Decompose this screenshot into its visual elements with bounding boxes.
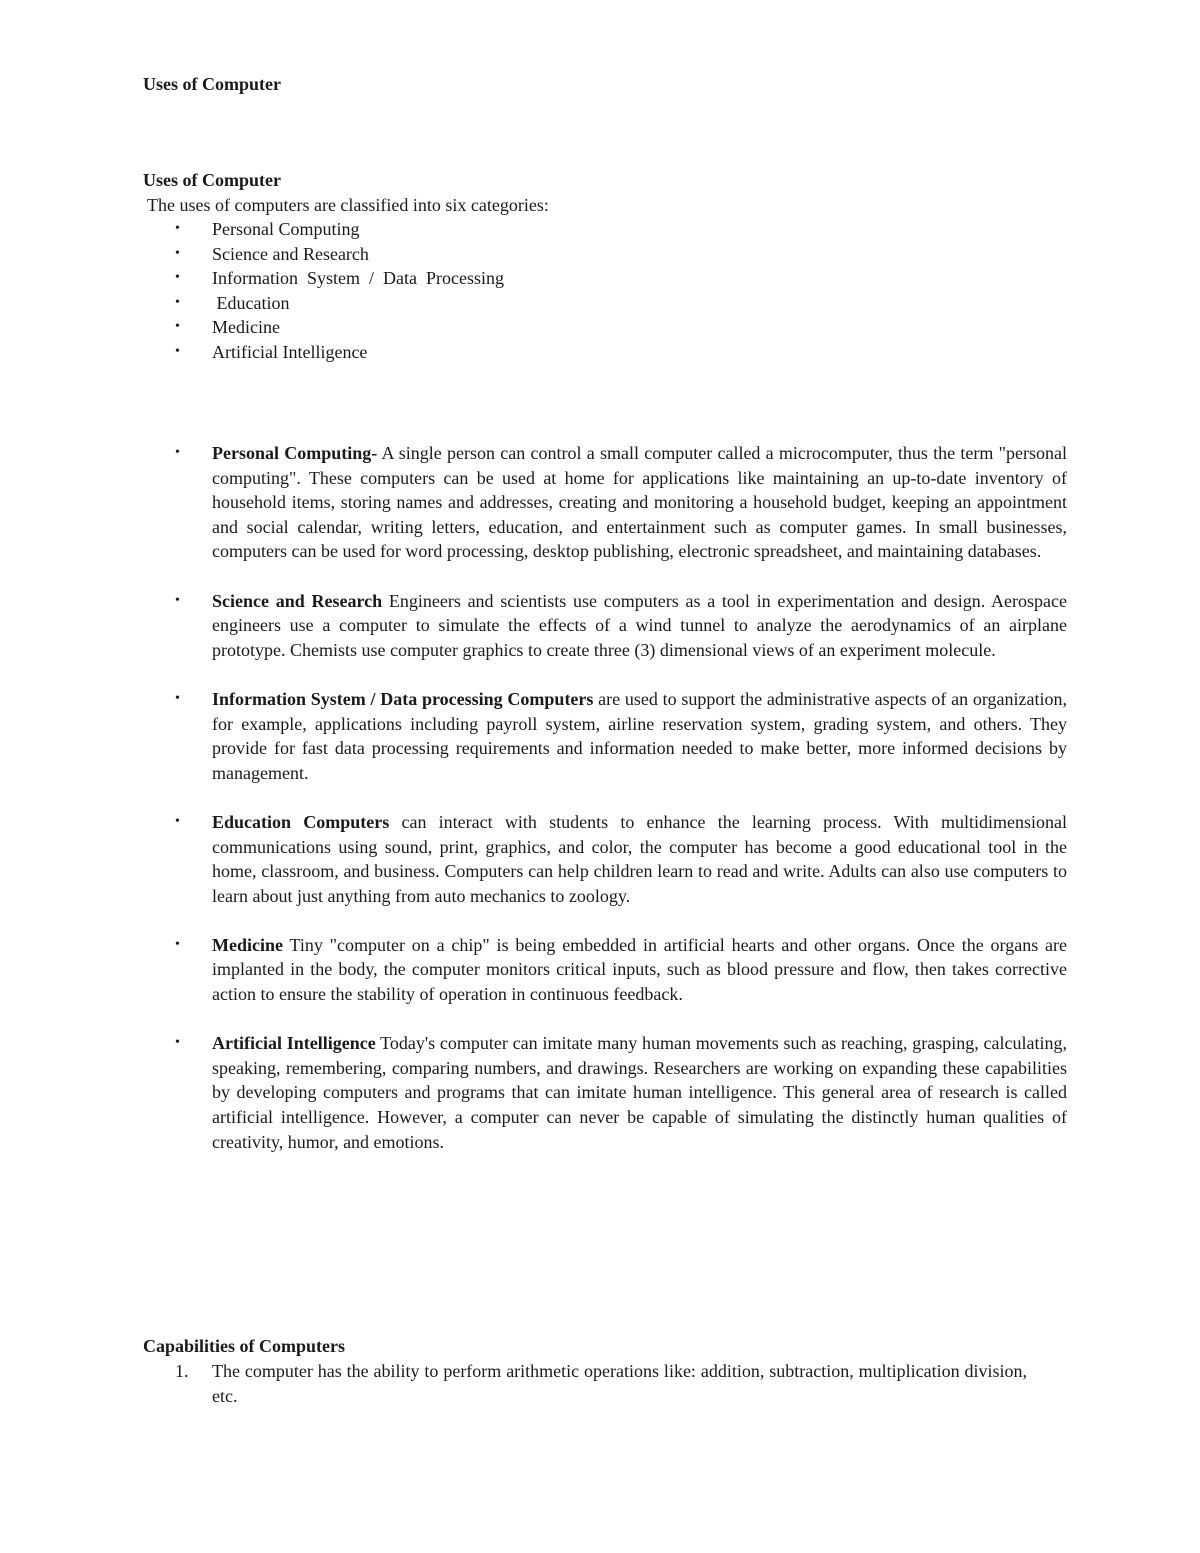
category-label: Artificial Intelligence [212,341,368,362]
intro-text: The uses of computers are classified into six categories: [147,195,549,215]
section-heading: Uses of Computer [143,170,281,190]
bullet-icon: • [175,221,180,236]
bullet-icon: • [175,245,180,261]
bullet-icon: • [175,445,180,460]
detail-item-information-system [172,687,1067,785]
detail-item-education [172,810,1067,908]
category-label: Personal Computing [212,219,360,239]
detail-list [172,441,1067,1179]
detail-item-science-research [172,589,1067,663]
category-label: Education [212,292,290,313]
detail-text: A single person can control a small computer called a microcomputer, thus the term "personal computing". These computers can be used at home for applications like maintaining an up-to-date inventory of household items, storing names and addresses, creating and monitoring a household budget, keeping an appointment and social calendar, writing letters, education, and entertainment such as computer games. In small businesses, computers can be used for word processing, desktop publishing, electronic spreadsheet, and maintaining databases. [212,443,1067,562]
bullet-icon: • [175,936,180,952]
list-number: 1. [175,1361,189,1381]
detail-text: Tiny "computer on a chip" is being embedded in artificial hearts and other organs. Once the organs are implanted in the body, the computer monitors critical inputs, such as blood pressure and flow, then takes corrective action to ensure the stability of operation in continuous feedback. [212,934,1067,1005]
detail-term: Science and Research [212,590,383,611]
detail-term: Education Computers [212,811,390,832]
category-label: Information System / Data Processing [212,268,504,289]
bullet-icon: • [175,343,180,359]
category-label: Science and Research [212,243,369,264]
detail-text: can interact with students to enhance the learning process. With multidimensional communications using sound, print, graphics, and color, the computer has become a good educational tool in the home, classroom, and business. Computers can help children learn to read and write. Adults can also use computers to learn about just anything from auto mechanics to zoology. [212,811,1068,906]
list-item [172,266,504,291]
detail-text: Engineers and scientists use computers as a tool in experimentation and design. Aerospace engineers use a computer to simulate the effects of a wind tunnel to analyze the aerodynamics of an airplane prototype. Chemists use computer graphics to create three (3) dimensional views of an experiment molecule. [212,590,1067,660]
list-item [172,315,504,340]
capabilities-heading: Capabilities of Computers [143,1336,345,1356]
bullet-icon: • [175,294,180,310]
detail-item-personal-computing [172,441,1067,564]
bullet-icon: • [175,592,180,608]
bullet-icon: • [175,1035,180,1051]
list-item [172,1359,1027,1408]
detail-term: Information System / Data processing Computers [212,688,594,709]
capabilities-list [172,1359,1027,1408]
detail-term: Personal Computing- [212,443,378,463]
list-item [172,242,504,267]
bullet-icon: • [175,813,180,829]
detail-term: Medicine [212,934,283,955]
category-label: Medicine [212,317,280,338]
detail-item-artificial-intelligence [172,1031,1067,1154]
list-item [172,217,504,242]
document-title: Uses of Computer [143,74,281,94]
detail-text: Today's computer can imitate many human movements such as reaching, grasping, calculating, speaking, remembering, comparing numbers, and drawings. Researchers are working on expanding these capabilities by developing computers and programs that can imitate human intelligence. This general area of research is called artificial intelligence. However, a computer can never be capable of simulating the distinctly human qualities of creativity, humor, and emotions. [212,1033,1067,1152]
bullet-icon: • [175,319,180,335]
detail-term: Artificial Intelligence [212,1033,376,1054]
list-item [172,340,504,365]
category-list [172,217,504,365]
detail-text: are used to support the administrative aspects of an organization, for example, applications including payroll system, airline reservation system, grading system, and others. They provide for fast data processing requirements and information needed to make better, more informed decisions by management. [212,688,1067,783]
list-item [172,291,504,316]
detail-item-medicine [172,933,1067,1007]
bullet-icon: • [175,270,180,286]
capability-text: The computer has the ability to perform arithmetic operations like: addition, subtraction, multiplication division, etc. [212,1361,1027,1406]
bullet-icon: • [175,690,180,706]
